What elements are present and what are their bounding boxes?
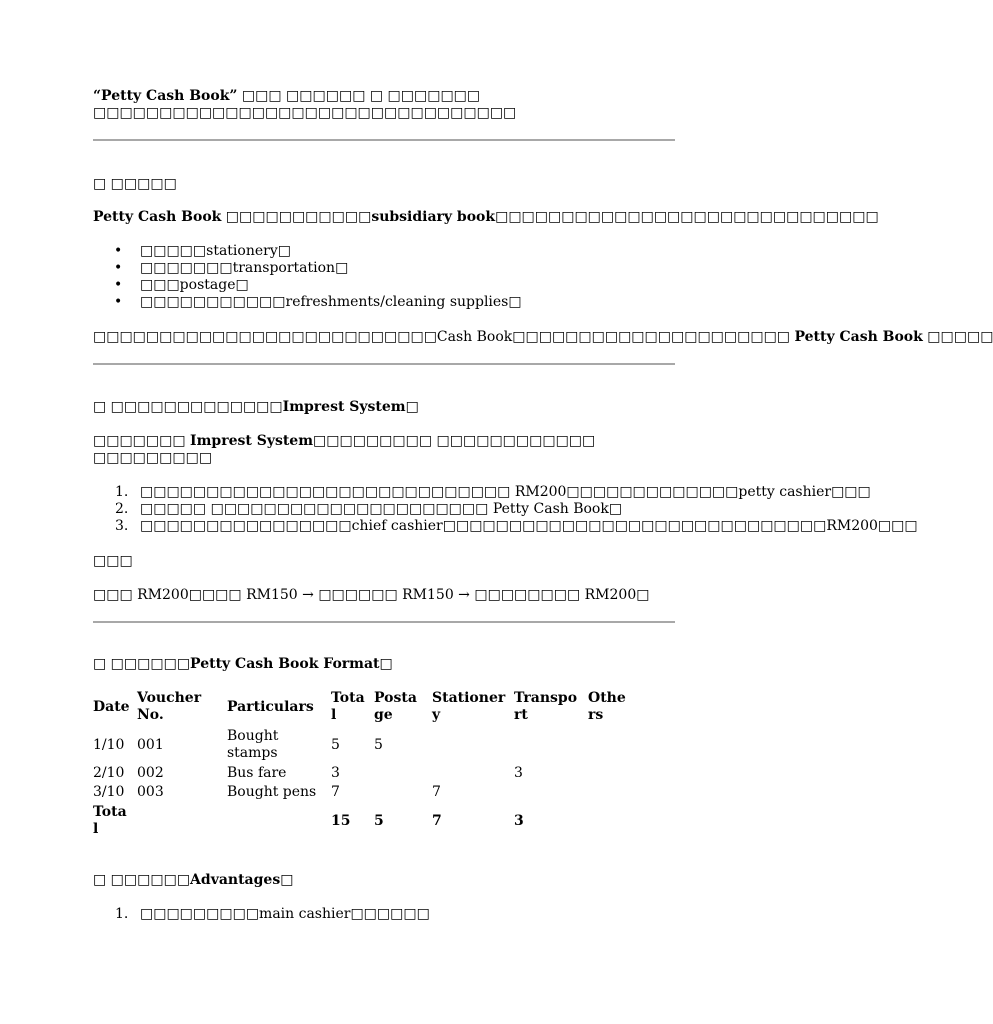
- list-item: [93, 518, 918, 535]
- step-text: □□□□□□□□□□□□□□□□□□□□□□□□□□□□ RM200□□□□□□□□□□□□□petty cashier□□□: [140, 484, 871, 500]
- bullet-text: □□□□□□□transportation□: [140, 260, 349, 276]
- list-item: [93, 501, 918, 518]
- column-header: Transport: [514, 690, 578, 723]
- text-fragment: □ □□□□□□: [93, 656, 191, 672]
- text-fragment: □: [405, 399, 419, 415]
- column-header: Postage: [374, 690, 417, 723]
- petty-cash-table: [93, 688, 638, 840]
- text-fragment: □□□□□: [922, 329, 993, 345]
- table-cell: [588, 764, 638, 783]
- list-item: [93, 484, 918, 501]
- advantages-list: [93, 906, 430, 923]
- table-cell: 3: [514, 812, 524, 829]
- intro-title-rest: □□□ □□□□□□ □ □□□□□□□: [237, 88, 481, 104]
- section-2-paragraph-1-line-2: □□□□□□□□□: [93, 450, 213, 466]
- section-2-paragraph-1: [93, 433, 683, 450]
- table-cell: 3: [331, 765, 340, 781]
- section-1-paragraph-2: [93, 329, 993, 346]
- table-total-row: [93, 802, 638, 840]
- bullet-text: □□□postage□: [140, 277, 249, 293]
- section-2-heading: [93, 399, 683, 416]
- term-imprest-system: Imprest System: [282, 399, 406, 415]
- table-cell: [432, 726, 514, 764]
- text-fragment: □□□□□□□: [93, 433, 191, 449]
- text-fragment: □: [379, 656, 393, 672]
- text-fragment: □□□□□□□□□□□□□□□□□□□□□□□□□□□□□: [495, 209, 879, 225]
- table-cell: 3/10: [93, 784, 125, 800]
- divider-2: [93, 363, 675, 365]
- section-1-heading: □ □□□□□: [93, 176, 177, 192]
- list-number: 1.: [115, 484, 129, 500]
- section-3-heading: [93, 656, 683, 673]
- example-label: □□□: [93, 553, 133, 569]
- term-petty-cash-book-format: Petty Cash Book Format: [190, 656, 380, 672]
- table-cell: [588, 726, 638, 764]
- divider-3: [93, 621, 675, 623]
- bullet-text: □□□□□stationery□: [140, 243, 291, 259]
- list-number: 1.: [115, 906, 129, 922]
- table-cell: [374, 764, 432, 783]
- list-number: 2.: [115, 501, 129, 517]
- text-fragment: □□□□□□□□□ □□□□□□□□□□□□: [313, 433, 596, 449]
- table-cell: [227, 802, 331, 840]
- table-cell: 7: [331, 784, 340, 800]
- list-item: [93, 260, 522, 277]
- column-header: Particulars: [227, 698, 314, 715]
- table-cell: 5: [331, 736, 340, 753]
- step-text: □□□□□ □□□□□□□□□□□□□□□□□□□□□ Petty Cash Book□: [140, 501, 623, 517]
- table-cell: [514, 783, 588, 802]
- table-header-row: [93, 688, 638, 726]
- column-header: Total: [331, 690, 365, 723]
- divider-1: [93, 139, 675, 141]
- list-item: [93, 277, 522, 294]
- table-cell: 7: [432, 784, 441, 800]
- table-cell: Total: [93, 804, 127, 837]
- text-fragment: □ □□□□□□□□□□□□□: [93, 399, 283, 415]
- imprest-steps-list: [93, 484, 918, 535]
- table-row: [93, 783, 638, 802]
- table-row: [93, 726, 638, 764]
- term-petty-cash-book: Petty Cash Book: [93, 209, 222, 225]
- column-header: Voucher No.: [137, 690, 202, 723]
- table-cell: [588, 783, 638, 802]
- column-header: Date: [93, 698, 130, 715]
- step-text: □□□□□□□□□□□□□□□□chief cashier□□□□□□□□□□□□□□□□□□□□□□□□□□□□□RM200□□□: [140, 518, 918, 534]
- table-cell: 002: [137, 765, 164, 781]
- table-cell: 5: [374, 736, 383, 753]
- text-fragment: □ □□□□□□: [93, 872, 191, 888]
- intro-line-2: □□□□□□□□□□□□□□□□□□□□□□□□□□□□□□□□: [93, 105, 517, 121]
- term-advantages: Advantages: [190, 872, 281, 888]
- column-header: Stationery: [432, 690, 506, 723]
- table-cell: 7: [432, 812, 442, 829]
- list-item: [93, 243, 522, 260]
- table-cell: Bought stamps: [227, 728, 279, 761]
- table-row: [93, 764, 638, 783]
- table-cell: [432, 764, 514, 783]
- section-4-heading: [93, 872, 683, 889]
- example-text: □□□ RM200□□□□ RM150 → □□□□□□ RM150 → □□□□□□□□ RM200□: [93, 587, 650, 603]
- table-cell: 1/10: [93, 736, 125, 753]
- table-cell: 15: [331, 812, 351, 829]
- table-cell: 001: [137, 736, 164, 753]
- intro-line-1: [93, 88, 683, 105]
- table-cell: 003: [137, 784, 164, 800]
- column-header: Others: [588, 690, 626, 723]
- expense-bullet-list: [93, 243, 522, 311]
- term-petty-cash-book: Petty Cash Book: [794, 329, 923, 345]
- table-cell: 2/10: [93, 765, 125, 781]
- list-item: [93, 906, 430, 923]
- text-fragment: □: [280, 872, 294, 888]
- table-cell: [374, 783, 432, 802]
- list-item: [93, 294, 522, 311]
- table-cell: [514, 726, 588, 764]
- table-cell: [588, 802, 638, 840]
- table-cell: [137, 802, 227, 840]
- table-cell: Bought pens: [227, 784, 317, 800]
- table-cell: Bus fare: [227, 765, 287, 781]
- table-cell: 5: [374, 812, 384, 829]
- term-imprest-system: Imprest System: [190, 433, 314, 449]
- table-cell: 3: [514, 765, 523, 781]
- term-subsidiary-book: subsidiary book: [371, 209, 496, 225]
- list-number: 3.: [115, 518, 129, 534]
- intro-title-bold: “Petty Cash Book”: [93, 88, 238, 104]
- section-1-paragraph-1: [93, 209, 879, 226]
- text-fragment: □□□□□□□□□□□: [221, 209, 372, 225]
- text-fragment: □□□□□□□□□□□□□□□□□□□□□□□□□□Cash Book□□□□□□□□□□□□□□□□□□□□□: [93, 329, 795, 345]
- advantage-text: □□□□□□□□□main cashier□□□□□□: [140, 906, 430, 922]
- bullet-text: □□□□□□□□□□□refreshments/cleaning supplies□: [140, 294, 522, 310]
